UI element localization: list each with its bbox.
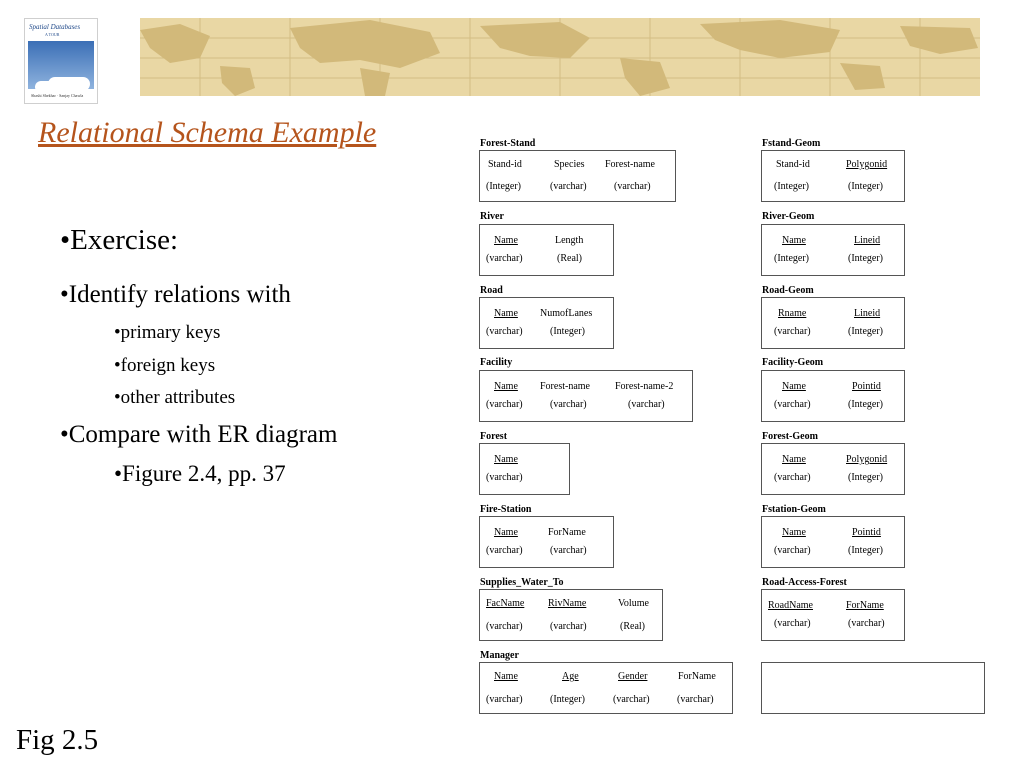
col-type: (Integer)	[774, 253, 809, 264]
col-type: (varchar)	[550, 399, 587, 410]
table-name-river: River	[480, 211, 504, 222]
col-type: (Integer)	[848, 399, 883, 410]
table-name-forest: Forest	[480, 431, 508, 442]
bullet-identify: •Identify relations with	[60, 281, 291, 308]
figure-label: Fig 2.5	[16, 724, 99, 756]
book-cover-sky	[28, 41, 94, 89]
book-cover-image	[24, 18, 98, 104]
slide-title: Relational Schema Example	[38, 116, 377, 149]
col-type: (Integer)	[550, 326, 585, 337]
table-name-forest-geom: Forest-Geom	[762, 431, 818, 442]
col-type: (varchar)	[774, 399, 811, 410]
table-name-fstand-geom: Fstand-Geom	[762, 138, 821, 149]
book-title: Spatial Databases	[29, 23, 81, 31]
table-name-manager: Manager	[480, 650, 519, 661]
col-name: ForName	[678, 671, 716, 682]
col-name: Forest-name	[540, 381, 590, 392]
col-name: Polygonid	[846, 159, 888, 170]
table-name-facility-geom: Facility-Geom	[762, 357, 824, 368]
table-name-fire-station: Fire-Station	[480, 504, 532, 515]
table-forest-geom	[761, 443, 905, 495]
table-forest-stand	[479, 150, 676, 202]
table-river	[479, 224, 614, 276]
col-name: Gender	[618, 671, 648, 682]
table-manager	[479, 662, 733, 714]
col-type: (Integer)	[774, 181, 809, 192]
table-fstation-geom	[761, 516, 905, 568]
col-name: Name	[494, 671, 518, 682]
col-type: (Integer)	[550, 694, 585, 705]
table-name-supplies-water-to: Supplies_Water_To	[480, 577, 564, 588]
col-type: (varchar)	[677, 694, 714, 705]
col-name: Name	[494, 527, 518, 538]
table-facility	[479, 370, 693, 422]
col-name: Stand-id	[488, 159, 522, 170]
col-name: Pointid	[852, 381, 881, 392]
table-fire-station	[479, 516, 614, 568]
table-empty	[761, 662, 985, 714]
col-name: RivName	[548, 598, 587, 609]
table-name-road-geom: Road-Geom	[762, 285, 814, 296]
col-name: Length	[555, 235, 584, 246]
col-name: Polygonid	[846, 454, 888, 465]
col-name: Name	[782, 454, 806, 465]
col-name: Lineid	[854, 308, 881, 319]
table-name-road-access-forest: Road-Access-Forest	[762, 577, 847, 588]
col-type: (varchar)	[486, 472, 523, 483]
table-name-river-geom: River-Geom	[762, 211, 815, 222]
table-road-access-forest	[761, 589, 905, 641]
col-name: Forest-name-2	[615, 381, 674, 392]
col-type: (varchar)	[848, 618, 885, 629]
col-name: Name	[494, 308, 518, 319]
table-name-fstation-geom: Fstation-Geom	[762, 504, 826, 515]
table-facility-geom	[761, 370, 905, 422]
col-type: (Integer)	[486, 181, 521, 192]
bullet-figure-ref: •Figure 2.4, pp. 37	[114, 461, 286, 486]
bullet-compare: •Compare with ER diagram	[60, 421, 338, 448]
table-forest	[479, 443, 570, 495]
col-name: Name	[494, 381, 518, 392]
col-type: (varchar)	[550, 181, 587, 192]
col-type: (varchar)	[486, 694, 523, 705]
table-fstand-geom	[761, 150, 905, 202]
table-river-geom	[761, 224, 905, 276]
col-type: (Integer)	[848, 545, 883, 556]
col-name: Lineid	[854, 235, 881, 246]
table-name-road: Road	[480, 285, 503, 296]
col-name: ForName	[548, 527, 586, 538]
col-name: FacName	[486, 598, 525, 609]
col-type: (varchar)	[486, 621, 523, 632]
col-type: (varchar)	[486, 399, 523, 410]
col-name: NumofLanes	[540, 308, 593, 319]
col-type: (varchar)	[774, 545, 811, 556]
col-type: (varchar)	[486, 545, 523, 556]
col-type: (Integer)	[848, 472, 883, 483]
col-name: Name	[782, 235, 806, 246]
bullet-primary-keys: •primary keys	[114, 322, 221, 343]
bullet-exercise: •Exercise:	[60, 224, 179, 256]
bullet-other-attributes: •other attributes	[114, 387, 236, 408]
col-type: (varchar)	[628, 399, 665, 410]
col-name: Name	[494, 235, 518, 246]
table-supplies-water-to	[479, 589, 663, 641]
col-type: (varchar)	[486, 253, 523, 264]
book-subtitle: A TOUR	[45, 32, 60, 37]
book-authors: Shashi Shekhar · Sanjay Chawla	[31, 93, 84, 98]
table-name-facility: Facility	[480, 357, 513, 368]
col-name: Rname	[778, 308, 807, 319]
col-type: (varchar)	[774, 618, 811, 629]
table-road	[479, 297, 614, 349]
col-type: (varchar)	[613, 694, 650, 705]
col-type: (varchar)	[774, 472, 811, 483]
col-type: (varchar)	[774, 326, 811, 337]
col-type: (varchar)	[550, 545, 587, 556]
col-type: (Integer)	[848, 181, 883, 192]
col-type: (Real)	[620, 621, 645, 632]
col-type: (Integer)	[848, 253, 883, 264]
col-type: (varchar)	[550, 621, 587, 632]
col-name: Species	[554, 159, 585, 170]
col-name: Name	[782, 527, 806, 538]
col-name: Age	[562, 671, 579, 682]
header-map-banner	[140, 18, 980, 96]
col-type: (varchar)	[614, 181, 651, 192]
col-type: (Integer)	[848, 326, 883, 337]
col-name: Name	[494, 454, 518, 465]
col-name: Volume	[618, 598, 649, 609]
col-name: RoadName	[768, 600, 813, 611]
col-type: (Real)	[557, 253, 582, 264]
col-name: Stand-id	[776, 159, 810, 170]
world-map-graphic	[140, 18, 980, 96]
col-name: ForName	[846, 600, 884, 611]
col-name: Pointid	[852, 527, 881, 538]
bullet-foreign-keys: •foreign keys	[114, 355, 216, 376]
col-name: Forest-name	[605, 159, 655, 170]
table-name-forest-stand: Forest-Stand	[480, 138, 536, 149]
col-name: Name	[782, 381, 806, 392]
col-type: (varchar)	[486, 326, 523, 337]
table-road-geom	[761, 297, 905, 349]
